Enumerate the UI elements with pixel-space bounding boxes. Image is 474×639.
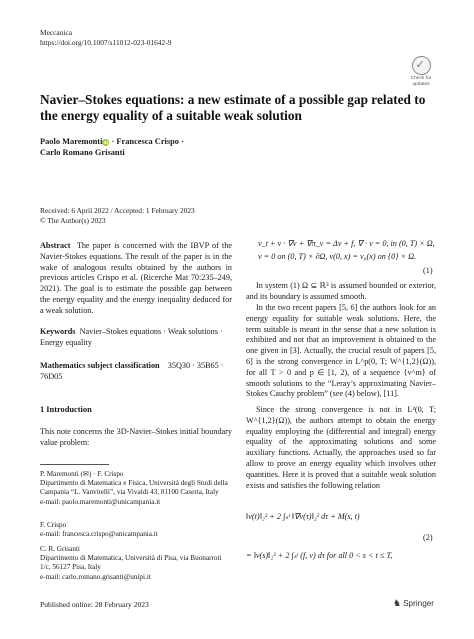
copyright-line: © The Author(s) 2023 <box>40 215 106 225</box>
affiliation-1-dept: Dipartimento di Matematica e Fisica, Università degli Studi della Campania “L. Vanvitelli”, via Vivaldi 43, 81100 Caserta, Italy <box>40 479 228 497</box>
affiliation-2-email[interactable]: e-mail: francesca.crispo@unicampania.it <box>40 530 158 539</box>
author-maremonti[interactable]: Paolo Maremonti <box>40 137 103 146</box>
affiliation-3-dept: Dipartimento di Matematica, Università di Pisa, via Buonarroti 1/c, 56127 Pisa, Italy <box>40 554 222 572</box>
keywords-label: Keywords <box>40 327 76 336</box>
affiliation-3-names: C. R. Grisanti <box>40 545 80 553</box>
abstract-text: The paper is concerned with the IBVP of the Navier-Stokes equations. The result of the paper is in the wake of analogous results obtained by the authors in previous articles Crispo et al. (Ricerche Mat 70:235–249, 2021). The goal is to estimate the possible gap between the energy equality and the energy inequality deduced for a weak solution. <box>40 241 232 315</box>
intro-paragraph: This note concerns the 3D-Navier–Stokes initial boundary value problem: <box>40 427 232 447</box>
equation-1-line-2: v = 0 on (0, T) × ∂Ω, v(0, x) = v₀(x) on {0} × Ω. <box>258 252 417 261</box>
keywords-text: Navier–Stokes equations · Weak solutions · Energy equality <box>40 327 223 347</box>
affiliation-1-email[interactable]: e-mail: paolo.maremonti@unicampania.it <box>40 497 161 506</box>
affiliation-2-names: F. Crispo <box>40 521 67 529</box>
footnote-divider <box>40 464 109 465</box>
keywords <box>40 327 232 349</box>
journal-name: Meccanica <box>40 28 73 37</box>
doi-link[interactable]: https://doi.org/10.1007/s11012-023-01642-9 <box>40 38 172 47</box>
author-crispo[interactable]: · Francesca Crispo · <box>109 137 184 146</box>
msc-label: Mathematics subject classification <box>40 361 160 370</box>
equation-2-line-1: ‖v(t)‖₂² + 2 ∫ₛᵗ ‖∇v(τ)‖₂² dτ + M(s, t) <box>246 512 360 521</box>
received-accepted: Received: 6 April 2022 / Accepted: 1 February 2023 <box>40 206 195 215</box>
paragraph-system: In system (1) Ω ⊆ ℝ³ is assumed bounded or exterior, and its boundary is assumed smooth. <box>246 281 436 301</box>
abstract <box>40 241 232 317</box>
springer-horse-icon: ♞ <box>393 598 402 608</box>
springer-logo <box>393 598 434 609</box>
equation-1-number: (1) <box>423 266 433 275</box>
article-title: Navier–Stokes equations: a new estimate of a possible gap related to the energy equality of a suitable weak solution <box>40 92 426 123</box>
bookmark-icon: ✓ <box>412 56 431 75</box>
abstract-label: Abstract <box>40 241 71 250</box>
affiliation-1-names: P. Maremonti (✉) · F. Crispo <box>40 470 124 478</box>
affiliation-3-email[interactable]: e-mail: carlo.romano.grisanti@unipi.it <box>40 572 151 581</box>
author-list <box>40 137 340 159</box>
published-date: Published online: 28 February 2023 <box>40 600 149 609</box>
affiliation-2 <box>40 521 232 539</box>
affiliation-1 <box>40 470 232 507</box>
publisher-name: Springer <box>403 599 435 608</box>
check-updates-line2: updates <box>412 82 430 88</box>
author-grisanti[interactable]: Carlo Romano Grisanti <box>40 147 125 157</box>
article-dates <box>40 206 195 225</box>
paragraph-recent-papers: In the two recent papers [5, 6] the authors look for an energy equality for suitable weak solutions. Here, the term suitable is meant in the sense that a new solution is exhibited and not that an improvement is obtained to the one given in [3]. Actually, the crucial result of papers [5, 6] is the strong convergence in L^p(0, T; W^{1,2}(Ω)), for all T > 0 and p ∈ [1, 2), of a sequence {v^m} of smooth solutions to the “Leray’s approximating Navier–Stokes Cauchy problem” (see (4) below), [11]. <box>246 303 436 399</box>
equation-1-line-1: v_t + v · ∇v + ∇π_v = Δv + f, ∇ · v = 0, in (0, T) × Ω, <box>258 239 435 248</box>
check-for-updates-badge[interactable] <box>406 56 436 88</box>
orcid-icon[interactable]: iD <box>103 140 109 145</box>
equation-2-number: (2) <box>423 533 433 542</box>
affiliation-3 <box>40 545 232 582</box>
equation-2-line-2: = ‖v(s)‖₂² + 2 ∫ₛᵗ (f, v) dτ for all 0 < s < t ≤ T, <box>246 551 393 560</box>
check-updates-line1: Check for <box>410 76 432 81</box>
msc-text: 35Q30 · 35B65 · 76D05 <box>40 361 224 381</box>
paragraph-strong-convergence: Since the strong convergence is not in L²(0, T; W^{1,2}(Ω)), the authors attempt to obtain the energy equality employing the (differential and integral) energy equality of the approximating solutions and some auxiliary functions. Actually, the approaches used so far allow to prove an energy equality which involves other quantities. Here it is proved that a suitable weak solution exists and satisfies the following relation <box>246 405 436 490</box>
msc <box>40 361 232 383</box>
section-heading-introduction: 1 Introduction <box>40 405 92 414</box>
